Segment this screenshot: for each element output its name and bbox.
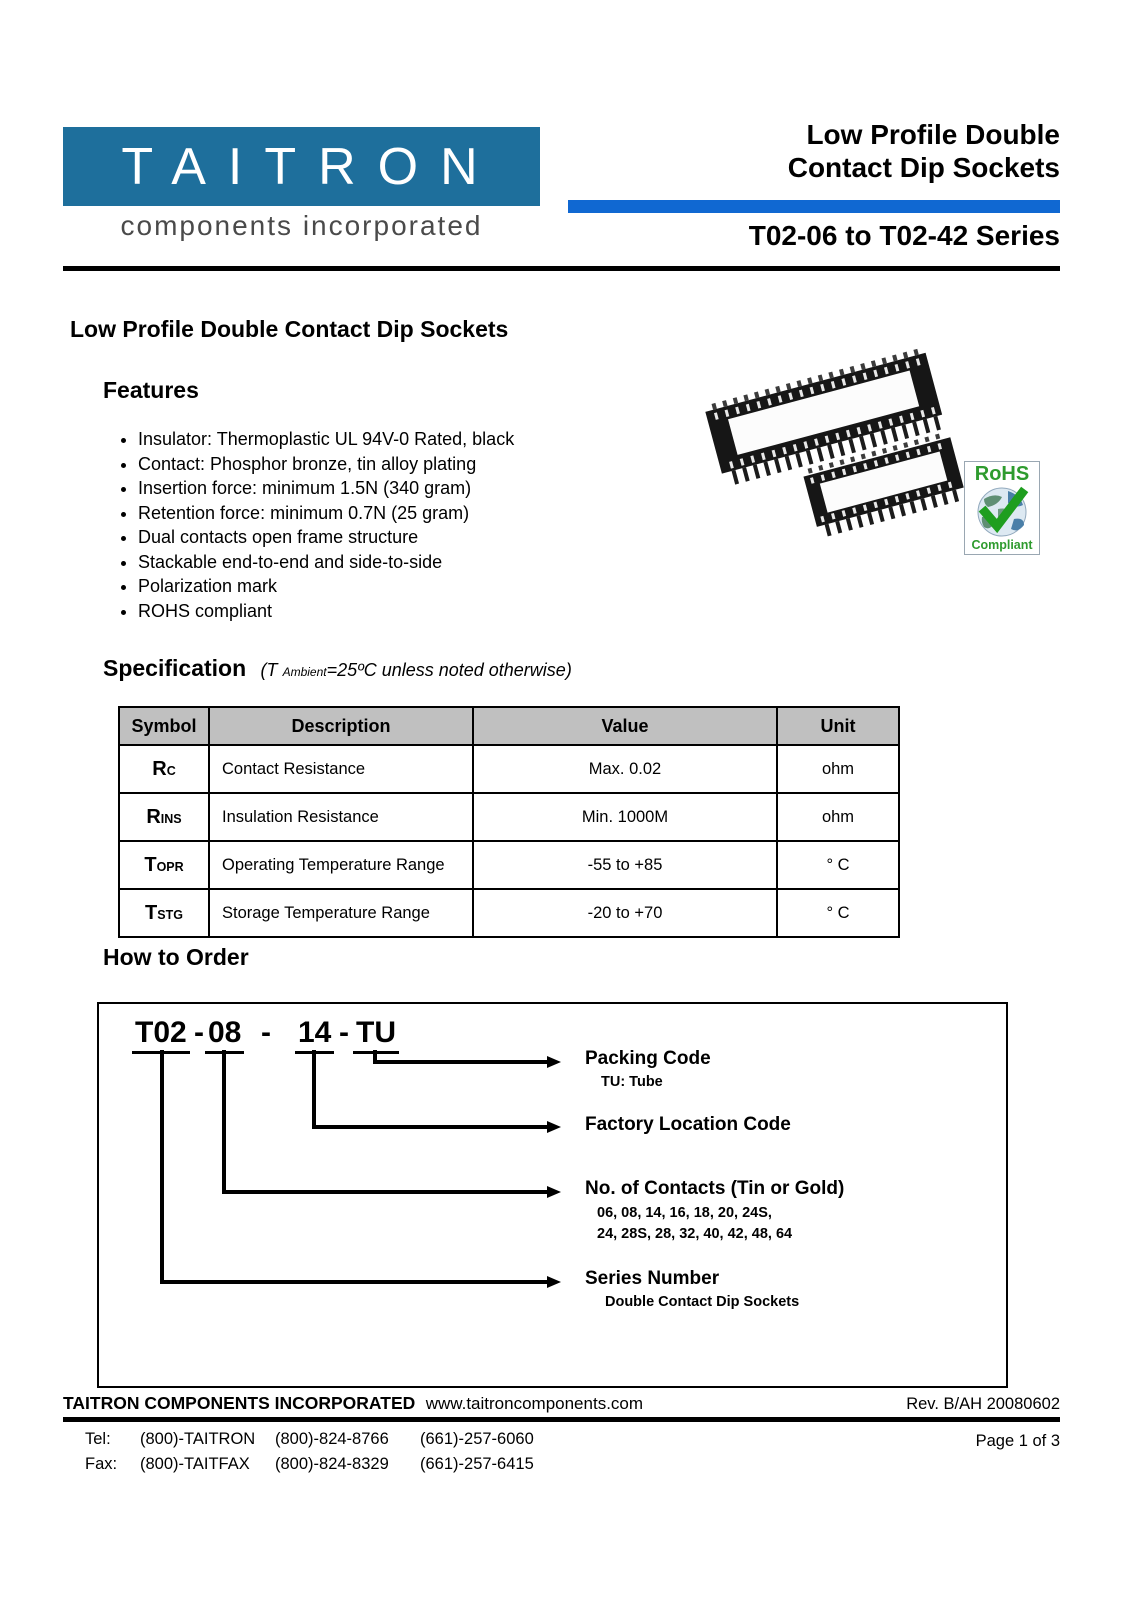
logo-wordmark: TAITRON [121,137,500,196]
description-cell: Contact Resistance [209,745,473,793]
footer-divider [63,1417,1060,1422]
factory-location-code-label: Factory Location Code [585,1114,791,1135]
specification-table [118,706,900,938]
fax-number: (800)-TAITFAX [140,1455,250,1473]
contacts-options-line2: 24, 28S, 28, 32, 40, 42, 48, 64 [597,1226,793,1242]
value-cell: -20 to +70 [473,889,777,937]
rohs-globe-check-icon [974,485,1030,539]
feature-item: • Polarization mark [138,577,514,595]
order-code-packing: TU [353,1016,399,1054]
how-to-order-diagram [97,1002,1008,1388]
features-list [138,430,514,626]
rohs-compliant-label: Compliant [971,538,1033,552]
specification-heading-row [103,655,572,682]
footer-revision: Rev. B/AH 20080602 [906,1395,1060,1413]
rohs-title: RoHS [974,463,1030,485]
packing-code-label: Packing Code [585,1048,711,1069]
feature-item: • Retention force: minimum 0.7N (25 gram) [138,504,514,522]
column-header-description: Description [209,707,473,745]
tel-row [85,1430,565,1449]
footer-website: www.taitroncomponents.com [425,1394,644,1413]
tel-number: (800)-TAITRON [140,1430,256,1448]
order-code-series: T02 [132,1016,190,1054]
footer-company-name: TAITRON COMPONENTS INCORPORATED [63,1393,416,1413]
specification-heading: Specification [103,655,247,681]
footer-company-row [63,1393,1060,1414]
features-heading: Features [103,377,199,403]
fax-number: (661)-257-6415 [420,1455,534,1473]
symbol-cell: TSTG [119,889,209,937]
page-number: Page 1 of 3 [975,1432,1060,1450]
unit-cell: ° C [777,841,899,889]
order-code-factory: 14 [295,1016,334,1054]
tel-number: (800)-824-8766 [275,1430,389,1448]
order-connector-lines [99,1004,1006,1386]
page-title: Low Profile Double Contact Dip Sockets [70,316,509,342]
feature-item: • ROHS compliant [138,602,514,620]
feature-item: • Contact: Phosphor bronze, tin alloy plating [138,455,514,473]
tel-label: Tel: [85,1430,111,1448]
table-row [119,889,899,937]
column-header-unit: Unit [777,707,899,745]
series-number-detail: Double Contact Dip Sockets [605,1294,800,1310]
unit-cell: ohm [777,745,899,793]
table-header-row [119,707,899,745]
order-code-separator: - [194,1016,204,1049]
order-code-separator: - [261,1016,271,1049]
feature-item: • Dual contacts open frame structure [138,528,514,546]
symbol-cell: TOPR [119,841,209,889]
table-row [119,745,899,793]
table-row [119,793,899,841]
rohs-badge [964,461,1040,555]
taitron-logo [63,127,540,206]
value-cell: Min. 1000M [473,793,777,841]
feature-item: • Insulator: Thermoplastic UL 94V-0 Rated, black [138,430,514,448]
value-cell: Max. 0.02 [473,745,777,793]
blue-accent-bar [568,200,1060,213]
tel-number: (661)-257-6060 [420,1430,534,1448]
series-number-label: Series Number [585,1268,720,1289]
symbol-cell: RINS [119,793,209,841]
order-code-contacts: 08 [205,1016,244,1054]
header-divider [63,266,1060,271]
title-line-2: Contact Dip Sockets [787,152,1060,183]
order-code-separator: - [339,1016,349,1049]
title-line-1: Low Profile Double [806,119,1060,150]
column-header-symbol: Symbol [119,707,209,745]
description-cell: Operating Temperature Range [209,841,473,889]
document-title [540,118,1060,184]
fax-label: Fax: [85,1455,118,1473]
description-cell: Storage Temperature Range [209,889,473,937]
unit-cell: ° C [777,889,899,937]
packing-code-detail: TU: Tube [601,1074,663,1090]
feature-item: • Stackable end-to-end and side-to-side [138,553,514,571]
how-to-order-heading: How to Order [103,944,249,970]
feature-item: • Insertion force: minimum 1.5N (340 gram) [138,479,514,497]
description-cell: Insulation Resistance [209,793,473,841]
contacts-options-line1: 06, 08, 14, 16, 18, 20, 24S, [597,1205,772,1221]
fax-row [85,1455,565,1474]
table-row [119,841,899,889]
footer-contact-block [85,1430,565,1480]
value-cell: -55 to +85 [473,841,777,889]
no-of-contacts-label: No. of Contacts (Tin or Gold) [585,1178,845,1199]
unit-cell: ohm [777,793,899,841]
symbol-cell: RC [119,745,209,793]
logo-subtitle: components incorporated [120,210,483,241]
series-title: T02-06 to T02-42 Series [748,220,1060,251]
column-header-value: Value [473,707,777,745]
dip-socket-product-image [705,330,965,540]
fax-number: (800)-824-8329 [275,1455,389,1473]
specification-note: (T Ambient=25ºC unless noted otherwise) [260,660,572,680]
